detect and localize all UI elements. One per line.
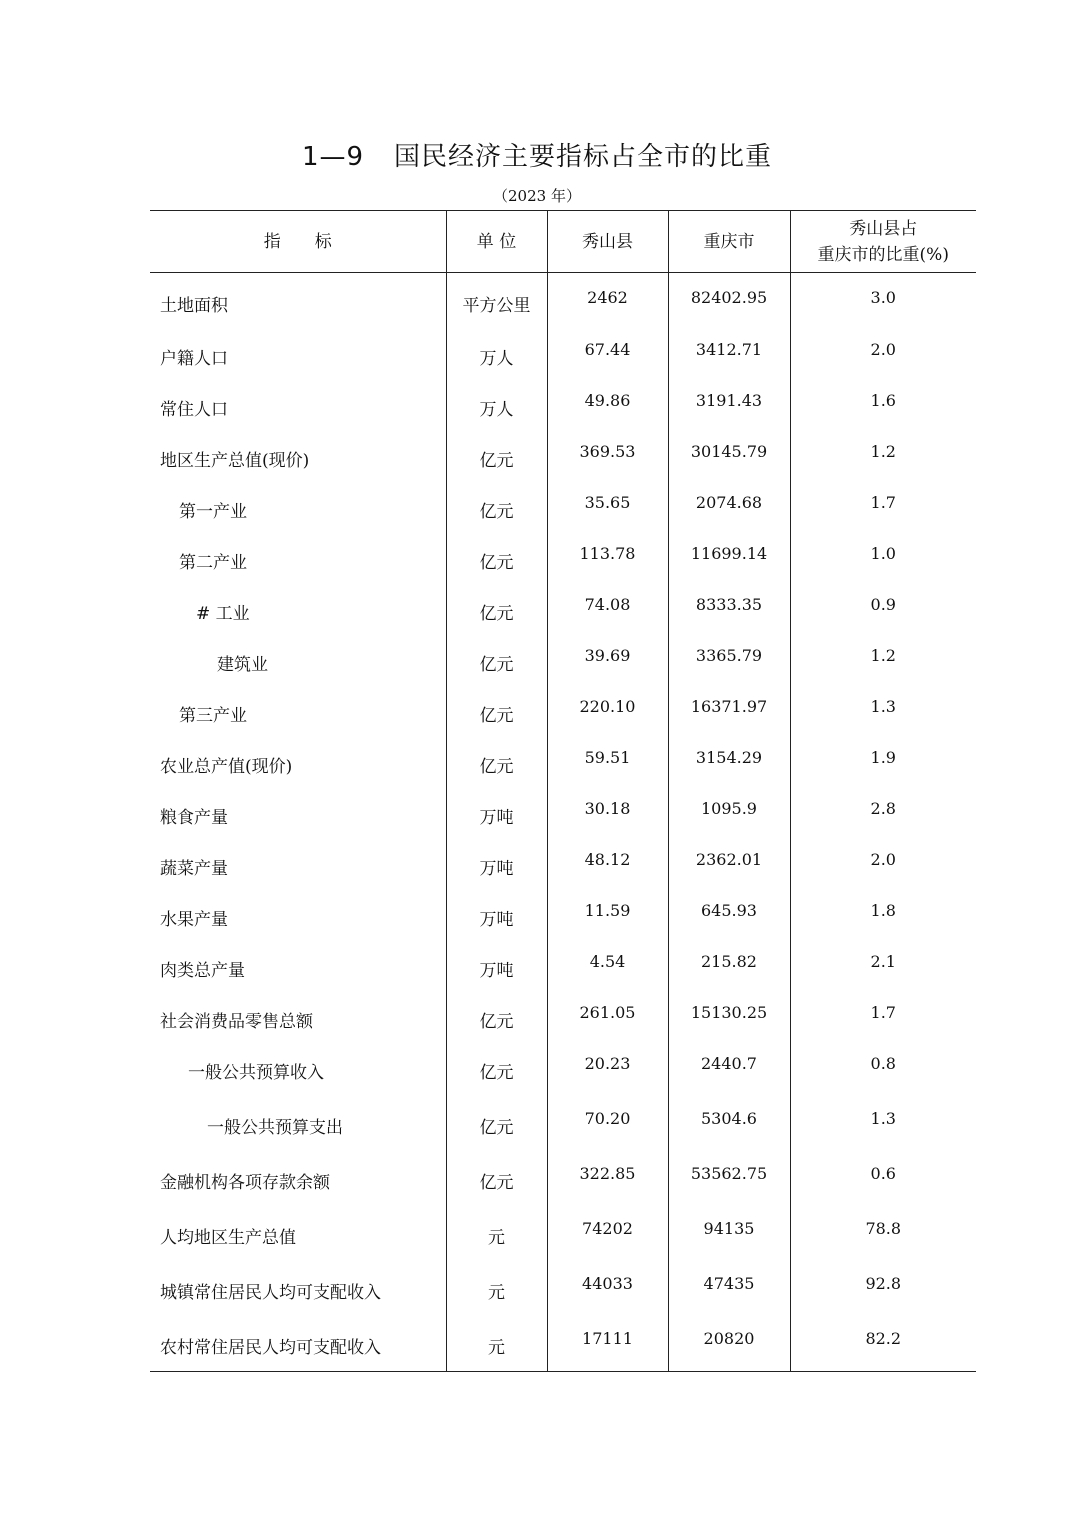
row-xiushan: 49.86: [547, 378, 668, 429]
row-share: 1.2: [790, 429, 976, 480]
row-xiushan: 39.69: [547, 633, 668, 684]
row-unit: 亿元: [446, 1096, 547, 1151]
row-xiushan: 20.23: [547, 1041, 668, 1096]
row-chongqing: 11699.14: [668, 531, 790, 582]
header-share-line1: 秀山县占: [849, 218, 918, 239]
row-indicator: 第二产业: [179, 553, 247, 573]
table-row: [150, 786, 976, 837]
row-indicator: 第一产业: [179, 502, 247, 522]
table-row: [150, 1261, 976, 1316]
row-xiushan: 74202: [547, 1206, 668, 1261]
table-row: [150, 939, 976, 990]
row-xiushan: 48.12: [547, 837, 668, 888]
row-share: 1.2: [790, 633, 976, 684]
row-chongqing: 16371.97: [668, 684, 790, 735]
row-unit: 亿元: [446, 480, 547, 531]
row-xiushan: 322.85: [547, 1151, 668, 1206]
row-share: 1.8: [790, 888, 976, 939]
row-indicator: 肉类总产量: [160, 961, 245, 981]
row-share: 1.7: [790, 990, 976, 1041]
row-indicator: 一般公共预算收入: [188, 1063, 324, 1083]
row-unit: 万吨: [446, 939, 547, 990]
row-xiushan: 11.59: [547, 888, 668, 939]
row-chongqing: 3412.71: [668, 327, 790, 378]
row-unit: 平方公里: [446, 273, 547, 328]
row-indicator: 第三产业: [179, 706, 247, 726]
row-share: 0.6: [790, 1151, 976, 1206]
table-row: [150, 531, 976, 582]
row-share: 0.9: [790, 582, 976, 633]
row-chongqing: 3365.79: [668, 633, 790, 684]
row-xiushan: 67.44: [547, 327, 668, 378]
row-unit: 亿元: [446, 990, 547, 1041]
row-indicator: # 工业: [196, 604, 250, 624]
row-chongqing: 94135: [668, 1206, 790, 1261]
row-xiushan: 30.18: [547, 786, 668, 837]
header-row: [150, 211, 976, 273]
table-row: [150, 1041, 976, 1096]
page-title: [0, 136, 1074, 173]
table-year: （2023 年）: [493, 187, 581, 205]
header-share-line2: 重庆市的比重(%): [817, 244, 949, 265]
row-indicator: 城镇常住居民人均可支配收入: [160, 1283, 381, 1303]
row-chongqing: 82402.95: [668, 273, 790, 328]
table-row: [150, 837, 976, 888]
row-share: 1.6: [790, 378, 976, 429]
table-title-text: 国民经济主要指标占全市的比重: [394, 142, 773, 172]
row-unit: 元: [446, 1206, 547, 1261]
row-unit: 亿元: [446, 1151, 547, 1206]
table-row: [150, 888, 976, 939]
row-share: 2.1: [790, 939, 976, 990]
row-chongqing: 2362.01: [668, 837, 790, 888]
row-unit: 亿元: [446, 582, 547, 633]
row-indicator: 地区生产总值(现价): [160, 451, 310, 471]
table-row: [150, 582, 976, 633]
row-chongqing: 15130.25: [668, 990, 790, 1041]
row-unit: 万吨: [446, 888, 547, 939]
table-row: [150, 1206, 976, 1261]
row-xiushan: 261.05: [547, 990, 668, 1041]
table-row: [150, 633, 976, 684]
row-indicator: 农村常住居民人均可支配收入: [160, 1338, 381, 1358]
row-unit: 亿元: [446, 429, 547, 480]
row-unit: 万吨: [446, 786, 547, 837]
row-xiushan: 59.51: [547, 735, 668, 786]
row-indicator: 土地面积: [160, 296, 228, 316]
row-xiushan: 369.53: [547, 429, 668, 480]
row-chongqing: 215.82: [668, 939, 790, 990]
row-xiushan: 220.10: [547, 684, 668, 735]
table-row: [150, 1151, 976, 1206]
table-row: [150, 327, 976, 378]
header-chongqing: 重庆市: [668, 211, 790, 273]
row-share: 2.0: [790, 837, 976, 888]
header-share: [790, 211, 976, 273]
row-chongqing: 20820: [668, 1316, 790, 1372]
row-chongqing: 30145.79: [668, 429, 790, 480]
row-chongqing: 645.93: [668, 888, 790, 939]
row-chongqing: 8333.35: [668, 582, 790, 633]
row-indicator: 户籍人口: [160, 349, 228, 369]
row-unit: 亿元: [446, 531, 547, 582]
row-share: 2.8: [790, 786, 976, 837]
row-xiushan: 74.08: [547, 582, 668, 633]
table-row: [150, 273, 976, 328]
row-share: 92.8: [790, 1261, 976, 1316]
header-xiushan: 秀山县: [547, 211, 668, 273]
row-share: 1.7: [790, 480, 976, 531]
row-indicator: 水果产量: [160, 910, 228, 930]
row-unit: 元: [446, 1261, 547, 1316]
row-indicator: 人均地区生产总值: [160, 1228, 296, 1248]
row-share: 2.0: [790, 327, 976, 378]
row-share: 1.9: [790, 735, 976, 786]
row-xiushan: 44033: [547, 1261, 668, 1316]
row-share: 1.3: [790, 684, 976, 735]
row-unit: 亿元: [446, 1041, 547, 1096]
table-row: [150, 1316, 976, 1372]
row-chongqing: 3191.43: [668, 378, 790, 429]
row-share: 1.0: [790, 531, 976, 582]
row-xiushan: 70.20: [547, 1096, 668, 1151]
row-share: 78.8: [790, 1206, 976, 1261]
row-indicator: 一般公共预算支出: [207, 1118, 343, 1138]
row-indicator: 社会消费品零售总额: [160, 1012, 313, 1032]
row-indicator: 建筑业: [217, 655, 268, 675]
table-row: [150, 990, 976, 1041]
row-share: 0.8: [790, 1041, 976, 1096]
row-share: 1.3: [790, 1096, 976, 1151]
row-chongqing: 2074.68: [668, 480, 790, 531]
row-unit: 元: [446, 1316, 547, 1372]
row-chongqing: 1095.9: [668, 786, 790, 837]
table-row: [150, 480, 976, 531]
row-indicator: 金融机构各项存款余额: [160, 1173, 330, 1193]
row-chongqing: 47435: [668, 1261, 790, 1316]
row-share: 82.2: [790, 1316, 976, 1372]
table-row: [150, 1096, 976, 1151]
row-indicator: 蔬菜产量: [160, 859, 228, 879]
table-row: [150, 378, 976, 429]
header-unit: 单 位: [446, 211, 547, 273]
row-xiushan: 2462: [547, 273, 668, 328]
row-chongqing: 53562.75: [668, 1151, 790, 1206]
row-chongqing: 2440.7: [668, 1041, 790, 1096]
row-unit: 亿元: [446, 633, 547, 684]
table-row: [150, 429, 976, 480]
row-unit: 亿元: [446, 735, 547, 786]
row-xiushan: 4.54: [547, 939, 668, 990]
indicator-table: [150, 210, 976, 1372]
row-xiushan: 35.65: [547, 480, 668, 531]
row-chongqing: 5304.6: [668, 1096, 790, 1151]
table-row: [150, 684, 976, 735]
row-unit: 万吨: [446, 837, 547, 888]
row-chongqing: 3154.29: [668, 735, 790, 786]
header-indicator: 指 标: [150, 211, 446, 273]
row-xiushan: 17111: [547, 1316, 668, 1372]
row-indicator: 粮食产量: [160, 808, 228, 828]
row-indicator: 农业总产值(现价): [160, 757, 293, 777]
table-row: [150, 735, 976, 786]
row-share: 3.0: [790, 273, 976, 328]
table-number: 1—9: [301, 142, 365, 172]
row-unit: 万人: [446, 327, 547, 378]
row-indicator: 常住人口: [160, 400, 228, 420]
row-xiushan: 113.78: [547, 531, 668, 582]
row-unit: 万人: [446, 378, 547, 429]
row-unit: 亿元: [446, 684, 547, 735]
